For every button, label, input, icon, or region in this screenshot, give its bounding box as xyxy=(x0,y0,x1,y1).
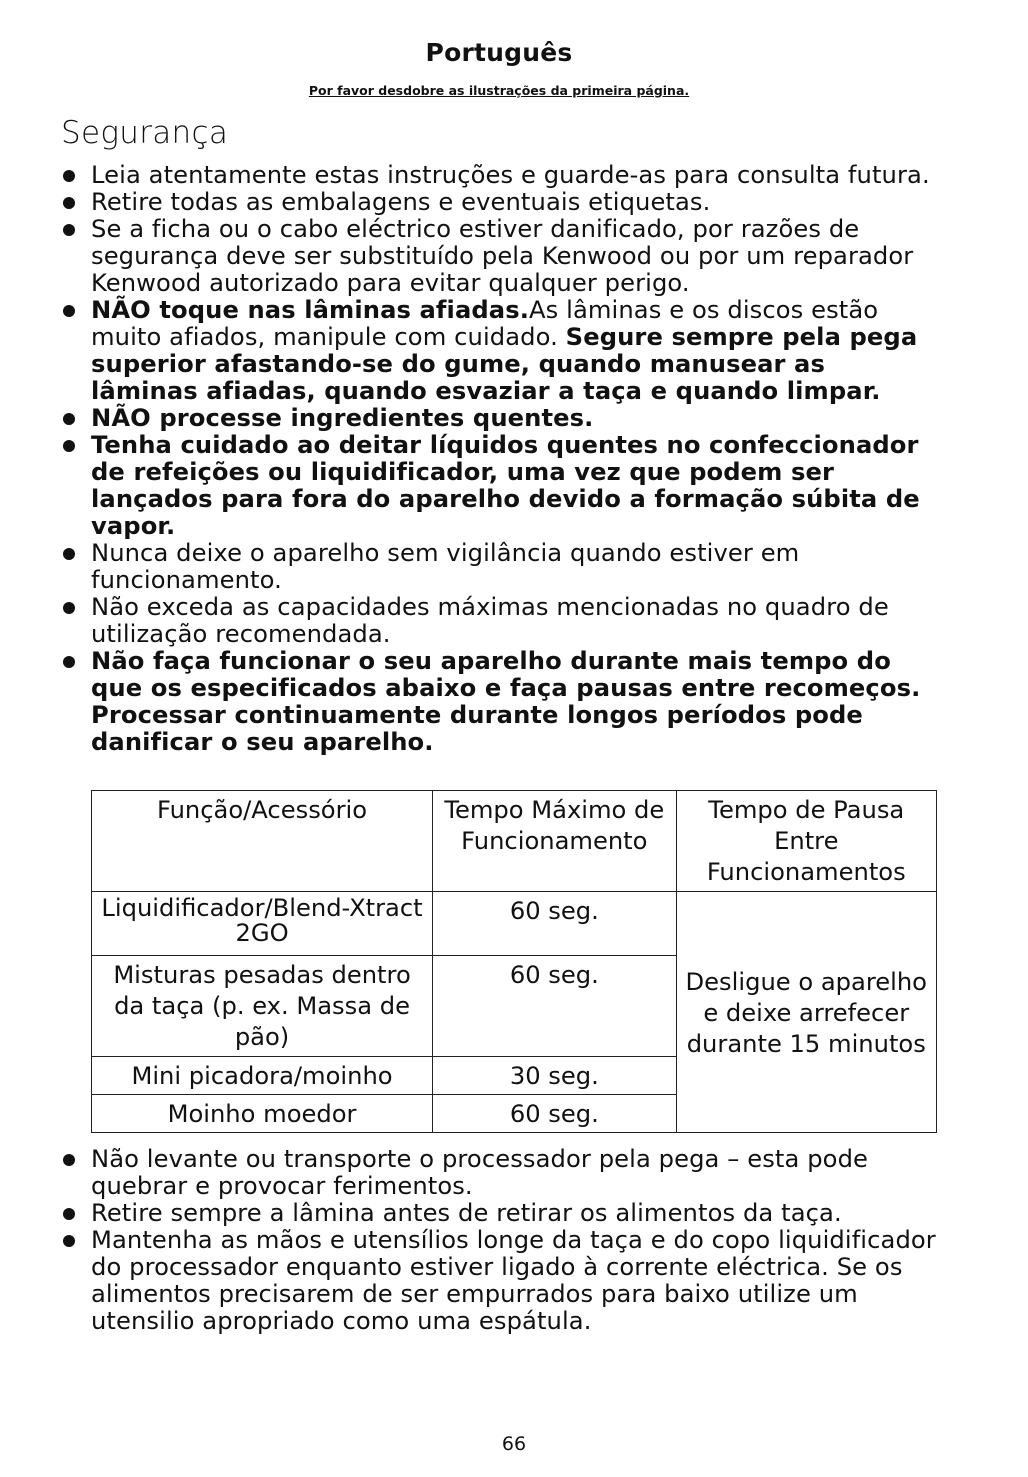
table-header-row xyxy=(92,791,937,892)
list-item xyxy=(0,1200,1028,1227)
list-item-bold-text: Segure sempre pela pega superior afastando-se do gume, quando manusear as lâminas afiadas, quando esvaziar a taça e quando limpar. xyxy=(91,323,918,405)
table-header-pause-time: Tempo de Pausa Entre Funcionamentos xyxy=(676,791,936,892)
unfold-note: Por favor desdobre as ilustrações da primeira página. xyxy=(308,83,690,98)
table-header-max-time: Tempo Máximo de Funcionamento xyxy=(433,791,676,892)
table-cell-time: 60 seg. xyxy=(433,892,676,956)
list-item xyxy=(0,405,1028,432)
list-item xyxy=(0,432,1028,540)
table-cell-function: Liquidificador/Blend-Xtract 2GO xyxy=(92,892,433,956)
table-cell-function: Misturas pesadas dentro da taça (p. ex. Massa de pão) xyxy=(92,956,433,1057)
table-cell-function: Moinho moedor xyxy=(92,1095,433,1133)
table-cell-function: Mini picadora/moinho xyxy=(92,1057,433,1095)
list-item-text: Leia atentamente estas instruções e guarde-as para consulta futura. xyxy=(91,161,930,189)
list-item-text: NÃO processe ingredientes quentes. xyxy=(91,404,594,432)
list-item-bold-text: NÃO toque nas lâminas afiadas. xyxy=(91,296,529,324)
list-item xyxy=(0,216,1028,297)
list-item xyxy=(0,297,1028,405)
usage-time-table xyxy=(91,790,937,1133)
list-item-text: Mantenha as mãos e utensílios longe da taça e do copo liquidificador do processador enquanto estiver ligado à corrente eléctrica. Se os alimentos precisarem de ser empurrados para baixo utilize um utensilio apropriado como uma espátula. xyxy=(91,1226,936,1335)
list-item xyxy=(0,540,1028,594)
list-item xyxy=(0,162,1028,189)
table-cell-time: 60 seg. xyxy=(433,1095,676,1133)
list-item xyxy=(0,1146,1028,1200)
table-row xyxy=(92,892,937,956)
list-item-text: Não faça funcionar o seu aparelho durante mais tempo do que os especificados abaixo e faça pausas entre recomeços. Processar continuamente durante longos períodos pode danificar o seu aparelho. xyxy=(91,647,921,756)
page-number: 66 xyxy=(501,1433,527,1455)
table-cell-time: 30 seg. xyxy=(433,1057,676,1095)
section-title: Segurança xyxy=(61,115,229,151)
list-item-text: Tenha cuidado ao deitar líquidos quentes no confeccionador de refeições ou liquidificador, uma vez que podem ser lançados para fora do aparelho devido a formação súbita de vapor. xyxy=(91,431,920,540)
list-item xyxy=(0,648,1028,756)
list-item xyxy=(0,189,1028,216)
safety-list-bottom xyxy=(0,1146,1028,1335)
list-item xyxy=(0,1227,1028,1335)
table-header-function: Função/Acessório xyxy=(92,791,433,892)
list-item-text: Não exceda as capacidades máximas mencionadas no quadro de utilização recomendada. xyxy=(91,593,889,648)
list-item-text: Se a ficha ou o cabo eléctrico estiver danificado, por razões de segurança deve ser substituído pela Kenwood ou por um reparador Kenwood autorizado para evitar qualquer perigo. xyxy=(91,215,914,297)
list-item-text: Retire sempre a lâmina antes de retirar os alimentos da taça. xyxy=(91,1199,842,1227)
list-item-text: As lâminas e os discos estão muito afiados, manipule com cuidado. xyxy=(91,296,879,351)
list-item xyxy=(0,594,1028,648)
language-title: Português xyxy=(425,38,573,67)
table-cell-pause-note: Desligue o aparelho e deixe arrefecer durante 15 minutos xyxy=(676,892,936,1133)
table-cell-time: 60 seg. xyxy=(433,956,676,1057)
list-item-text: Nunca deixe o aparelho sem vigilância quando estiver em funcionamento. xyxy=(91,539,800,594)
list-item-text: Retire todas as embalagens e eventuais etiquetas. xyxy=(91,188,711,216)
safety-list-top xyxy=(0,162,1028,756)
list-item-text: Não levante ou transporte o processador pela pega – esta pode quebrar e provocar ferimentos. xyxy=(91,1145,869,1200)
